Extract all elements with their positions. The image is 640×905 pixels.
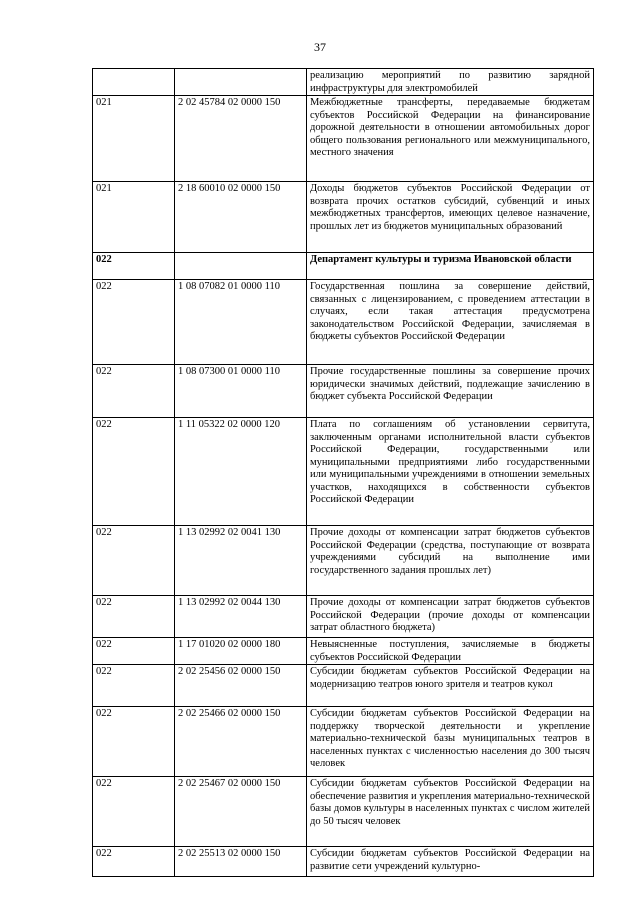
admin-code-cell: 021: [93, 96, 175, 182]
revenue-name-cell: Межбюджетные трансферты, передаваемые бюджетам субъектов Российской Федерации на финансирование дорожной деятельности в отношении автомобильных дорог общего пользования регионального или межмуниципального, местного значения: [307, 96, 594, 182]
budget-code-cell: 2 02 25467 02 0000 150: [175, 777, 307, 847]
table-row: [93, 777, 594, 847]
admin-code-cell: 022: [93, 847, 175, 877]
budget-code-cell: 1 13 02992 02 0044 130: [175, 596, 307, 638]
table-row: [93, 418, 594, 526]
revenue-name-cell: Субсидии бюджетам субъектов Российской Федерации на обеспечение развития и укрепления материально-технической базы домов культуры в населенных пунктах с числом жителей до 50 тысяч человек: [307, 777, 594, 847]
admin-code-cell: 022: [93, 707, 175, 777]
revenue-name-cell: Доходы бюджетов субъектов Российской Федерации от возврата прочих остатков субсидий, субвенций и иных межбюджетных трансфертов, имеющих целевое назначение, прошлых лет из бюджетов муниципальных образований: [307, 182, 594, 253]
admin-code-cell: 022: [93, 253, 175, 280]
table-row: [93, 280, 594, 365]
budget-code-cell: 2 02 25456 02 0000 150: [175, 665, 307, 707]
revenue-name-cell: Прочие доходы от компенсации затрат бюджетов субъектов Российской Федерации (прочие доходы от компенсации затрат областного бюджета): [307, 596, 594, 638]
admin-code-cell: 021: [93, 182, 175, 253]
budget-code-cell: 1 13 02992 02 0041 130: [175, 526, 307, 596]
table-row: [93, 96, 594, 182]
table-row: [93, 638, 594, 665]
budget-code-cell: 1 08 07300 01 0000 110: [175, 365, 307, 418]
budget-code-cell: 2 18 60010 02 0000 150: [175, 182, 307, 253]
table-row: [93, 707, 594, 777]
budget-code-cell: [175, 69, 307, 96]
revenue-name-cell: Субсидии бюджетам субъектов Российской Федерации на развитие сети учреждений культурно-: [307, 847, 594, 877]
revenue-name-cell: Плата по соглашениям об установлении сервитута, заключенным органами исполнительной власти субъектов Российской Федерации, государственными или муниципальными предприятиями либо государственными или муниципальными учреждениями в отношении земельных участков, находящихся в собственности субъектов Российской Федерации: [307, 418, 594, 526]
revenue-name-cell: Субсидии бюджетам субъектов Российской Федерации на модернизацию театров юного зрителя и театров кукол: [307, 665, 594, 707]
admin-code-cell: 022: [93, 596, 175, 638]
table-row: [93, 596, 594, 638]
revenue-name-cell: Невыясненные поступления, зачисляемые в бюджеты субъектов Российской Федерации: [307, 638, 594, 665]
table-row: [93, 182, 594, 253]
admin-code-cell: 022: [93, 280, 175, 365]
page-number: 37: [314, 40, 326, 54]
admin-code-cell: 022: [93, 365, 175, 418]
revenue-name-cell: Государственная пошлина за совершение действий, связанных с лицензированием, с проведением аттестации в случаях, если такая аттестация предусмотрена законодательством Российской Федерации, зачисляемая в бюджеты субъектов Российской Федерации: [307, 280, 594, 365]
budget-code-cell: 2 02 45784 02 0000 150: [175, 96, 307, 182]
table-row: [93, 69, 594, 96]
table-row: [93, 526, 594, 596]
budget-code-cell: 2 02 25513 02 0000 150: [175, 847, 307, 877]
budget-code-cell: 1 11 05322 02 0000 120: [175, 418, 307, 526]
revenue-name-cell: Субсидии бюджетам субъектов Российской Федерации на поддержку творческой деятельности и укрепление материально-технической базы муниципальных театров в населенных пунктах с численностью населения до 300 тысяч человек: [307, 707, 594, 777]
revenue-codes-table: [92, 68, 594, 877]
department-row: [93, 253, 594, 280]
table-body: [93, 69, 594, 877]
budget-code-cell: 1 17 01020 02 0000 180: [175, 638, 307, 665]
budget-code-cell: 2 02 25466 02 0000 150: [175, 707, 307, 777]
revenue-name-cell: Прочие доходы от компенсации затрат бюджетов субъектов Российской Федерации (средства, поступающие от возврата учреждениями субсидий на выполнение ими государственного задания прошлых лет): [307, 526, 594, 596]
revenue-name-cell: реализацию мероприятий по развитию зарядной инфраструктуры для электромобилей: [307, 69, 594, 96]
admin-code-cell: 022: [93, 526, 175, 596]
table-row: [93, 665, 594, 707]
table-row: [93, 847, 594, 877]
admin-code-cell: 022: [93, 665, 175, 707]
department-name-cell: Департамент культуры и туризма Ивановской области: [307, 253, 594, 280]
revenue-name-cell: Прочие государственные пошлины за совершение прочих юридически значимых действий, подлежащие зачислению в бюджет субъекта Российской Федерации: [307, 365, 594, 418]
admin-code-cell: 022: [93, 777, 175, 847]
budget-code-cell: [175, 253, 307, 280]
admin-code-cell: 022: [93, 638, 175, 665]
table-row: [93, 365, 594, 418]
budget-code-cell: 1 08 07082 01 0000 110: [175, 280, 307, 365]
admin-code-cell: [93, 69, 175, 96]
admin-code-cell: 022: [93, 418, 175, 526]
